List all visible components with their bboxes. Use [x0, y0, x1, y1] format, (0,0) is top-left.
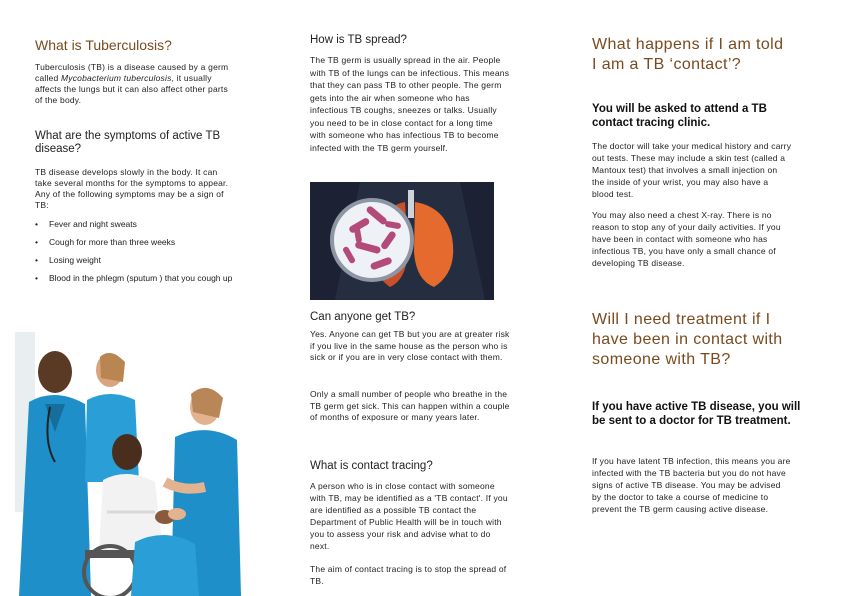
spread-paragraph: The TB germ is usually spread in the air. People with TB of the lungs can be infectious. This means that they can pass TB to other people. The germ gets into the air when someone who has infectious TB coughs, sneezes or talks. Usually you need to be in close contact for a long time with someone who has infectious TB to become infected with the TB germ yourself. — [310, 55, 510, 153]
anyone-paragraph: Yes. Anyone can get TB but you are at greater risk if you live in the same house as the person who is sick or if you are in very close contact with them. — [310, 329, 510, 362]
symptoms-heading: What are the symptoms of active TB disease? — [35, 130, 221, 155]
intro-paragraph: Tuberculosis (TB) is a disease caused by a germ called Mycobacterium tuberculosis, it usually affects the lungs but it can also affect other parts of the body. — [35, 62, 229, 105]
tb-contact-subheading: You will be asked to attend a TB contact tracing clinic. — [592, 103, 767, 129]
symptoms-list — [35, 219, 235, 291]
contact-tracing-aim: The aim of contact tracing is to stop the spread of TB. — [310, 564, 507, 586]
symptom-item: • Blood in the phlegm (sputum ) that you cough up — [35, 273, 235, 284]
symptom-item: • Losing weight — [35, 255, 235, 266]
treatment-heading: Will I need treatment if I have been in contact with someone with TB? — [592, 311, 783, 368]
symptoms-intro: TB disease develops slowly in the body. It can take several months for the symptoms to appear. Any of the following symptoms may be a sign of TB: — [35, 167, 229, 210]
anyone-heading: Can anyone get TB? — [310, 311, 416, 323]
contact-tracing-heading: What is contact tracing? — [310, 460, 433, 472]
treatment-paragraph: If you have latent TB infection, this means you are infected with the TB bacteria but you do not have signs of active TB disease. You may be advised by the doctor to take a course of medicine to prevent the TB germ causing active disease. — [592, 456, 791, 514]
tb-lungs-image — [310, 182, 494, 300]
tb-contact-paragraph-2: You may also need a chest X-ray. There is no reason to stop any of your daily activities. If you have been in contact with someone who has infectious TB, you have only a small chance of developing TB disease. — [592, 210, 781, 268]
treatment-subheading: If you have active TB disease, you will be sent to a doctor for TB treatment. — [592, 401, 801, 427]
title-what-is-tb: What is Tuberculosis? — [35, 37, 172, 53]
lungs-bacteria-illustration — [310, 182, 494, 300]
tb-contact-heading: What happens if I am told I am a TB ‘contact’? — [592, 36, 784, 73]
symptom-item: • Cough for more than three weeks — [35, 237, 235, 248]
healthcare-workers-illustration — [15, 312, 241, 596]
anyone-paragraph-2: Only a small number of people who breathe in the TB germ get sick. This can happen within a couple of months of exposure or many years later. — [310, 389, 510, 422]
spread-heading: How is TB spread? — [310, 34, 407, 46]
contact-tracing-paragraph: A person who is in close contact with someone with TB, may be identified as a 'TB contact'. If you are identified as a possible TB contact the Department of Public Health will be in touch with you to assess your risk and advise what to do next. — [310, 481, 508, 551]
tb-contact-paragraph: The doctor will take your medical history and carry out tests. These may include a skin test (called a Mantoux test) that involves a small injection on the inside of your wrist, you may also have a blood test. — [592, 141, 792, 199]
symptom-item: • Fever and night sweats — [35, 219, 235, 230]
healthcare-workers-photo — [15, 312, 241, 596]
